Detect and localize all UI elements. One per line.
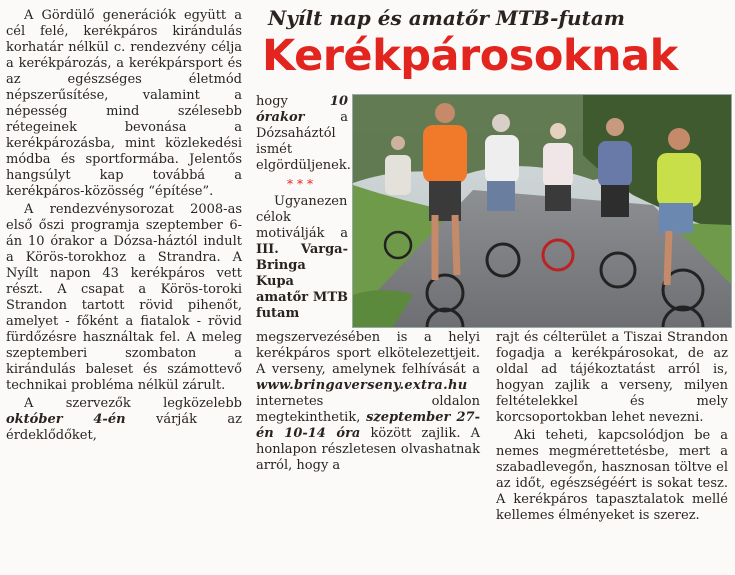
paragraph-continuation (256, 94, 351, 174)
cyclists-photo (352, 94, 732, 328)
race-website-link[interactable]: www.bringaverseny.extra.hu (256, 378, 468, 393)
cyclists-photo-illustration (353, 95, 731, 327)
next-event-date: október 4-én (6, 412, 126, 427)
paragraph-race-details (256, 330, 480, 474)
paragraph-intro: A Gördülő generációk együtt a cél felé, kerékpáros kirándulás korhatár nélkül c. rendezvény célja a kerékpározás, a kerékpársport és az egészséges életmód népszerűsítése, valamint a népesség mind szélesebb rétegeinek bevonása a kerékpározásba, mint közlekedési módba és sportformába. Jelentős hangsúlyt kap továbbá a kerékpáros-közösség “építése”. (6, 8, 242, 199)
paragraph-race-location: rajt és célterület a Tiszai Strandon fogadja a kerékpárosokat, de az oldal ad tájékoztatást arról is, hogyan zajlik a verseny, milyen feltételekkel és mely korcsoportokban lehet nevezni. (496, 330, 728, 425)
paragraph-closing: Aki teheti, kapcsolódjon be a nemes megmérettetésbe, mert a szabadlevegőn, hasznosan töltve el az időt, egészségéért is sokat tesz. A kerékpáros tapasztalatok mellé kellemes élményeket is szerez. (496, 428, 728, 523)
column-1 (6, 8, 242, 444)
paragraph-next-event (6, 396, 242, 444)
start-time: 10 órakor (256, 94, 348, 125)
race-date: szeptember 27-én 10-14 óra (256, 410, 480, 441)
text-run: hogy (256, 94, 330, 109)
race-name: III. Varga-Bringa Kupa amatőr MTB futam (256, 242, 348, 321)
column-2-bottom (256, 330, 480, 474)
paragraph-event-report: A rendezvénysorozat 2008-as első őszi programja szeptember 6-án 10 órakor a Dózsa-háztól indult a Körös-torokhoz a Strandra. A Nyílt napon 43 kerékpáros vett részt. A csapat a Körös-toroki Strandon tartott rövid pihenőt, amelyet - főként a fiatalok - rövid fürdőzésre használtak fel. A meleg szeptemberi szombaton a kirándulás baleset és számottevő technikai probléma nélkül zárult. (6, 202, 242, 393)
section-divider-stars: *** (287, 177, 317, 191)
article-headline: Kerékpárosoknak (262, 31, 678, 81)
article-kicker: Nyílt nap és amatőr MTB-futam (268, 6, 625, 30)
text-run: között zajlik. A honlapon részletesen olvashatnak arról, hogy a (256, 426, 481, 473)
text-run: megszervezésében is a helyi kerékpáros sport elkötelezettjeit. A verseny, amelynek felhívását a (256, 330, 480, 377)
text-run: internetes oldalon megtekinthetik, (256, 394, 480, 425)
text-run: várják az érdeklődőket, (6, 412, 242, 443)
text-run: A szervezők legközelebb (24, 396, 242, 411)
column-3 (496, 330, 728, 524)
text-run: a Dózsaháztól ismét elgördüljenek. (256, 110, 351, 173)
paragraph-race-intro (256, 194, 348, 322)
text-run: Ugyanezen célok motiválják a (256, 194, 348, 241)
column-2-top (256, 94, 351, 322)
